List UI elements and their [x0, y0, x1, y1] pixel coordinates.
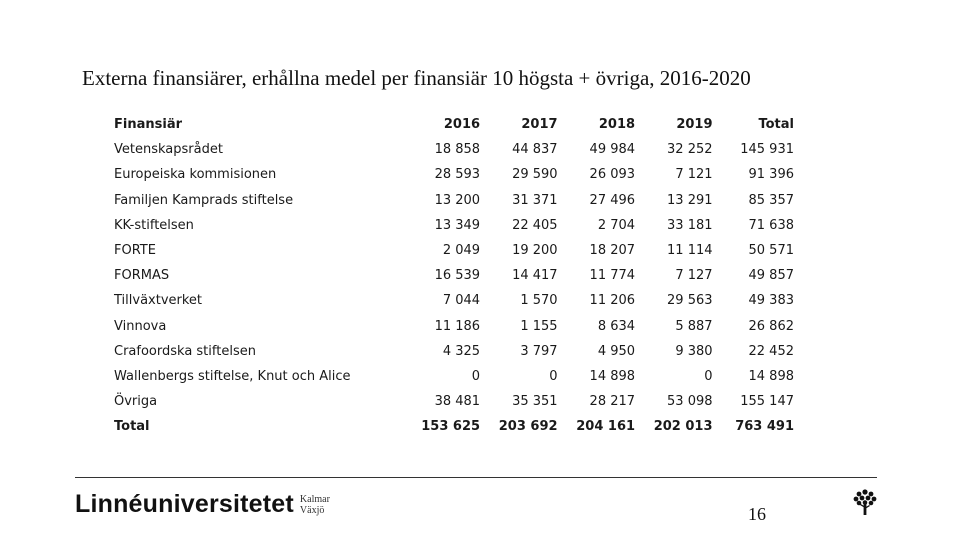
total-2018: 204 161 [576, 419, 636, 435]
value-2017: 19 200 [512, 243, 558, 259]
total-2019: 202 013 [653, 419, 713, 435]
value-total: 71 638 [748, 217, 794, 233]
value-2018: 26 093 [589, 167, 636, 183]
value-2018: 14 898 [589, 368, 636, 384]
table-row [104, 188, 794, 213]
value-total: 145 931 [740, 142, 794, 158]
logo-city-kalmar: Kalmar [299, 493, 330, 505]
table-row [104, 263, 794, 288]
value-2016: 28 593 [434, 167, 481, 183]
value-2017: 29 590 [512, 167, 558, 183]
value-2018: 27 496 [589, 192, 636, 208]
value-total: 22 452 [748, 343, 794, 359]
value-2018: 11 206 [589, 293, 636, 309]
column-header-2017: 2017 [521, 117, 558, 133]
column-header-2016: 2016 [443, 117, 481, 133]
table-row [104, 389, 794, 414]
value-2017: 22 405 [512, 217, 558, 233]
total-total: 763 491 [735, 419, 794, 435]
logo-city-vaxjo: Växjö [299, 504, 325, 516]
value-2016: 0 [471, 368, 481, 384]
financier-name: Europeiska kommisionen [114, 167, 277, 183]
value-2017: 44 837 [512, 142, 558, 158]
value-2018: 4 950 [597, 343, 636, 359]
column-header-2019: 2019 [676, 117, 713, 133]
table-row [104, 288, 794, 313]
financier-name: Crafoordska stiftelsen [114, 343, 256, 359]
table-row [104, 339, 794, 364]
page-number: 16 [748, 504, 766, 524]
value-2016: 4 325 [442, 343, 481, 359]
value-2016: 38 481 [434, 394, 481, 410]
financier-name: FORTE [114, 243, 156, 259]
value-2019: 7 121 [675, 167, 713, 183]
value-2019: 13 291 [667, 192, 713, 208]
value-2017: 1 570 [520, 293, 558, 309]
financier-name: Tillväxtverket [114, 293, 203, 309]
value-2019: 0 [704, 368, 713, 384]
table-row [104, 314, 794, 339]
total-label: Total [114, 419, 150, 435]
column-header-2018: 2018 [598, 117, 636, 133]
value-2019: 7 127 [675, 268, 713, 284]
value-2017: 35 351 [512, 394, 558, 410]
value-2016: 2 049 [442, 243, 481, 259]
value-2016: 13 200 [434, 192, 481, 208]
financier-name: Vetenskapsrådet [114, 142, 223, 158]
value-2019: 5 887 [675, 318, 713, 334]
financier-name: Wallenbergs stiftelse, Knut och Alice [114, 368, 351, 384]
value-2016: 7 044 [442, 293, 481, 309]
value-2017: 0 [549, 368, 558, 384]
logo-cities [300, 494, 330, 516]
value-total: 49 383 [748, 293, 794, 309]
financier-name: Övriga [114, 394, 158, 410]
value-2017: 3 797 [520, 343, 558, 359]
value-total: 49 857 [748, 268, 794, 284]
value-total: 85 357 [748, 192, 794, 208]
value-2018: 8 634 [597, 318, 636, 334]
table-row [104, 213, 794, 238]
tree-icon [850, 488, 880, 518]
value-2016: 11 186 [434, 318, 481, 334]
financier-name: Familjen Kamprads stiftelse [114, 192, 294, 208]
financier-table [104, 112, 794, 439]
financier-name: KK-stiftelsen [114, 217, 194, 233]
table-header-row [104, 112, 794, 137]
slide-title: Externa finansiärer, erhållna medel per finansiär 10 högsta + övriga, 2016-2020 [82, 66, 751, 90]
value-2016: 13 349 [434, 217, 481, 233]
logo-wordmark: Linnéuniversitetet [75, 490, 294, 518]
value-2019: 32 252 [667, 142, 713, 158]
financier-table-image [104, 112, 794, 442]
value-2017: 1 155 [520, 318, 558, 334]
table-row [104, 162, 794, 187]
value-2019: 9 380 [675, 343, 713, 359]
table-row [104, 238, 794, 263]
value-total: 155 147 [740, 394, 794, 410]
value-2017: 31 371 [512, 192, 558, 208]
total-2017: 203 692 [498, 419, 558, 435]
value-2018: 11 774 [589, 268, 636, 284]
value-2017: 14 417 [512, 268, 558, 284]
value-total: 14 898 [748, 368, 794, 384]
value-2016: 18 858 [434, 142, 481, 158]
total-2016: 153 625 [421, 419, 481, 435]
table-total-row [104, 414, 794, 439]
financier-name: Vinnova [114, 318, 167, 334]
table-row [104, 137, 794, 162]
value-2018: 2 704 [597, 217, 636, 233]
value-2019: 53 098 [667, 394, 713, 410]
value-2018: 28 217 [589, 394, 636, 410]
column-header-total: Total [758, 117, 794, 133]
table-row [104, 364, 794, 389]
column-header-financier: Finansiär [114, 117, 182, 133]
university-logo [75, 490, 330, 519]
footer-divider [75, 477, 877, 478]
value-2019: 11 114 [667, 243, 713, 259]
value-total: 26 862 [748, 318, 794, 334]
value-total: 91 396 [748, 167, 794, 183]
value-2019: 29 563 [667, 293, 713, 309]
value-total: 50 571 [748, 243, 794, 259]
financier-name: FORMAS [114, 268, 170, 284]
value-2018: 49 984 [589, 142, 636, 158]
value-2018: 18 207 [589, 243, 636, 259]
value-2016: 16 539 [434, 268, 481, 284]
value-2019: 33 181 [667, 217, 713, 233]
